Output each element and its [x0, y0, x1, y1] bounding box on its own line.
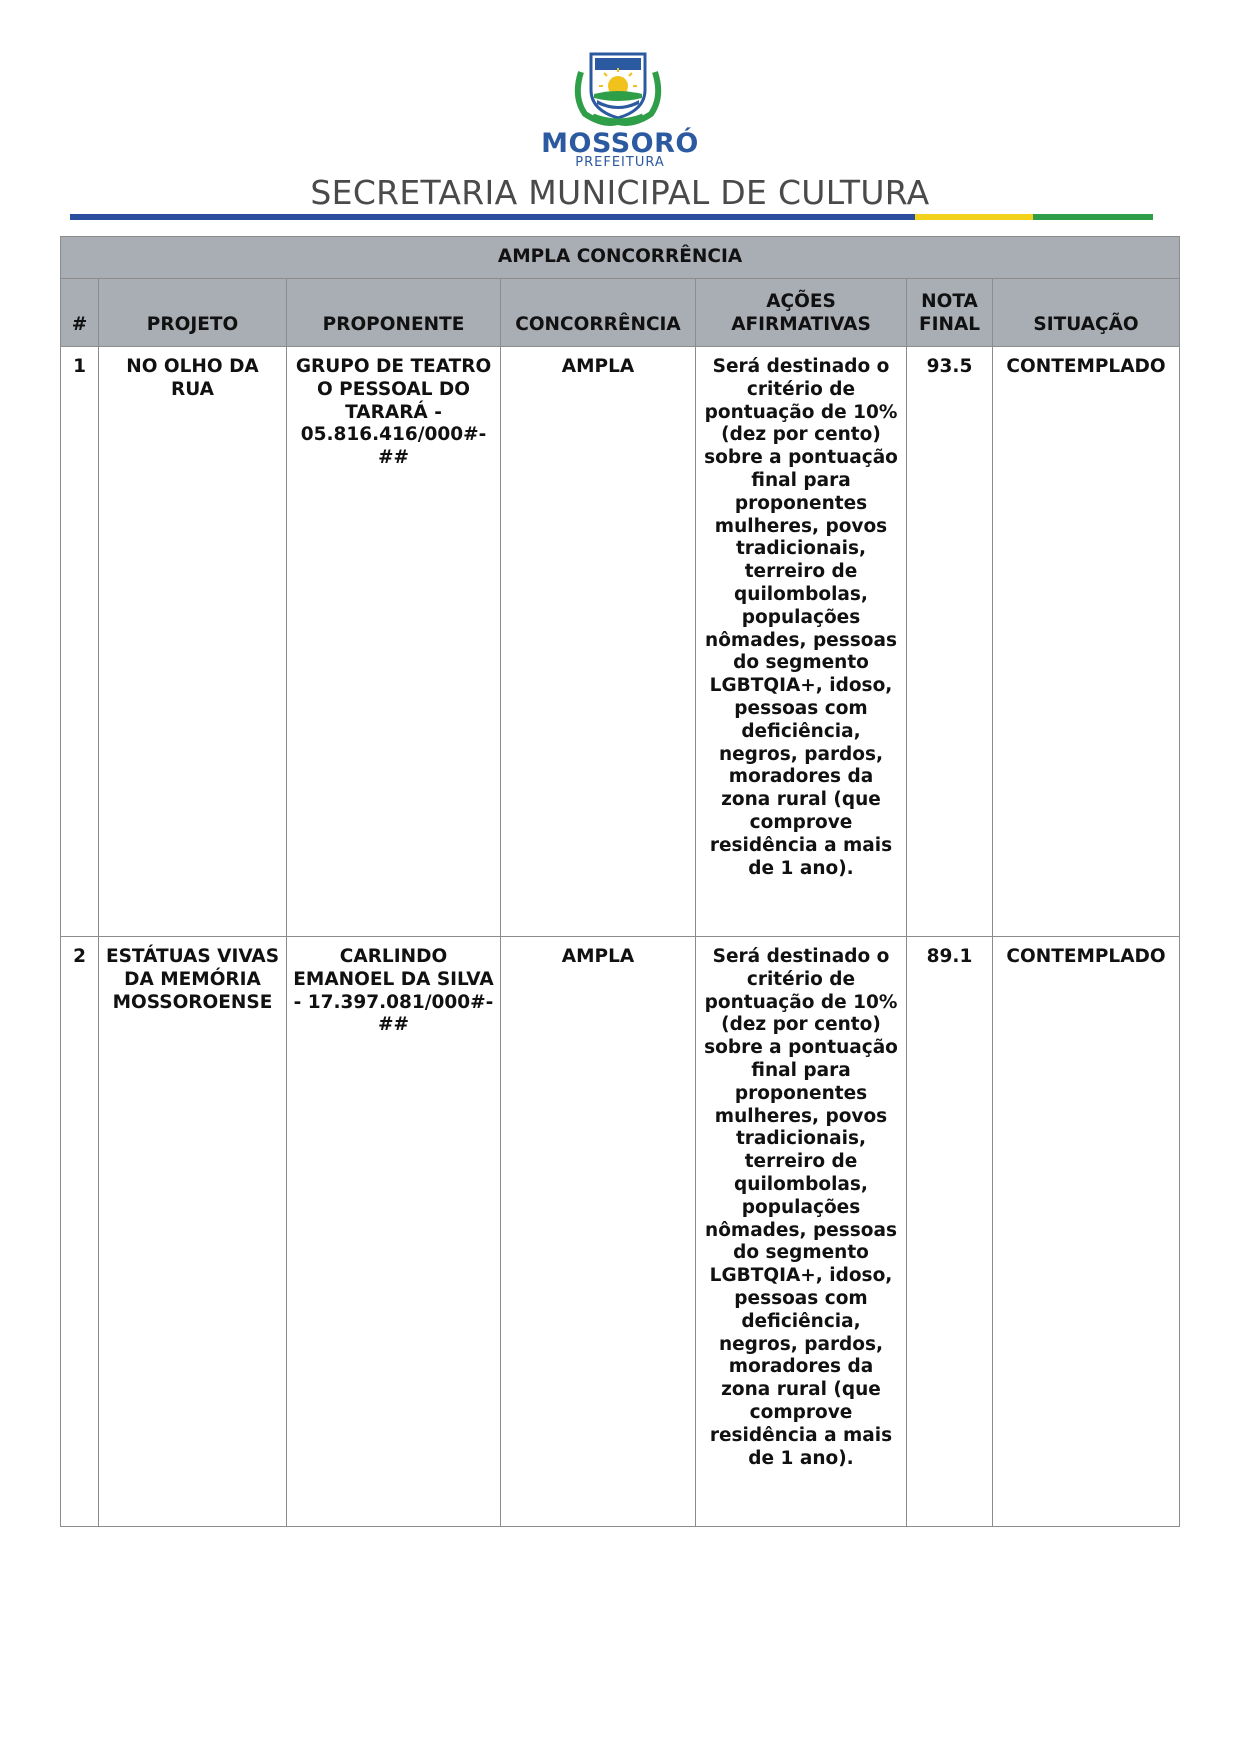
table-row — [61, 937, 1180, 1527]
competition-type: AMPLA — [501, 347, 696, 937]
table-row — [61, 347, 1180, 937]
document-header — [0, 0, 1240, 230]
column-header-concorrencia: CONCORRÊNCIA — [501, 279, 696, 347]
affirmative-actions: Será destinado o critério de pontuação de 10% (dez por cento) sobre a pontuação final para proponentes mulheres, povos tradicionais, terreiro de quilombolas, populações nômades, pessoas do segmento LGBTQIA+, idoso, pessoas com deficiência, negros, pardos, moradores da zona rural (que comprove residência a mais de 1 ano). — [696, 347, 907, 937]
column-header-number: # — [61, 279, 99, 347]
table-title: AMPLA CONCORRÊNCIA — [61, 237, 1180, 279]
final-score: 93.5 — [907, 347, 993, 937]
city-subtitle: PREFEITURA — [575, 155, 665, 170]
results-table — [60, 236, 1180, 1527]
project-name: ESTÁTUAS VIVAS DA MEMÓRIA MOSSOROENSE — [99, 937, 287, 1527]
status: CONTEMPLADO — [993, 347, 1180, 937]
table-title-row — [61, 237, 1180, 279]
final-score: 89.1 — [907, 937, 993, 1527]
proponent: GRUPO DE TEATRO O PESSOAL DO TARARÁ - 05.816.416/000#-## — [287, 347, 501, 937]
city-name: MOSSORÓ — [541, 128, 699, 159]
mossoro-coat-of-arms-logo — [563, 42, 673, 126]
proponent: CARLINDO EMANOEL DA SILVA - 17.397.081/000#-## — [287, 937, 501, 1527]
header-stripe-blue — [70, 214, 915, 220]
department-name: SECRETARIA MUNICIPAL DE CULTURA — [310, 173, 930, 212]
competition-type: AMPLA — [501, 937, 696, 1527]
column-header-projeto: PROJETO — [99, 279, 287, 347]
header-stripe-yellow — [915, 214, 1033, 220]
project-name: NO OLHO DA RUA — [99, 347, 287, 937]
header-stripe-green — [1033, 214, 1153, 220]
row-number: 2 — [61, 937, 99, 1527]
column-header-situacao: SITUAÇÃO — [993, 279, 1180, 347]
column-header-nota-final: NOTA FINAL — [907, 279, 993, 347]
table-header-row — [61, 279, 1180, 347]
column-header-proponente: PROPONENTE — [287, 279, 501, 347]
row-number: 1 — [61, 347, 99, 937]
affirmative-actions: Será destinado o critério de pontuação de 10% (dez por cento) sobre a pontuação final para proponentes mulheres, povos tradicionais, terreiro de quilombolas, populações nômades, pessoas do segmento LGBTQIA+, idoso, pessoas com deficiência, negros, pardos, moradores da zona rural (que comprove residência a mais de 1 ano). — [696, 937, 907, 1527]
column-header-acoes-afirmativas: AÇÕES AFIRMATIVAS — [696, 279, 907, 347]
status: CONTEMPLADO — [993, 937, 1180, 1527]
